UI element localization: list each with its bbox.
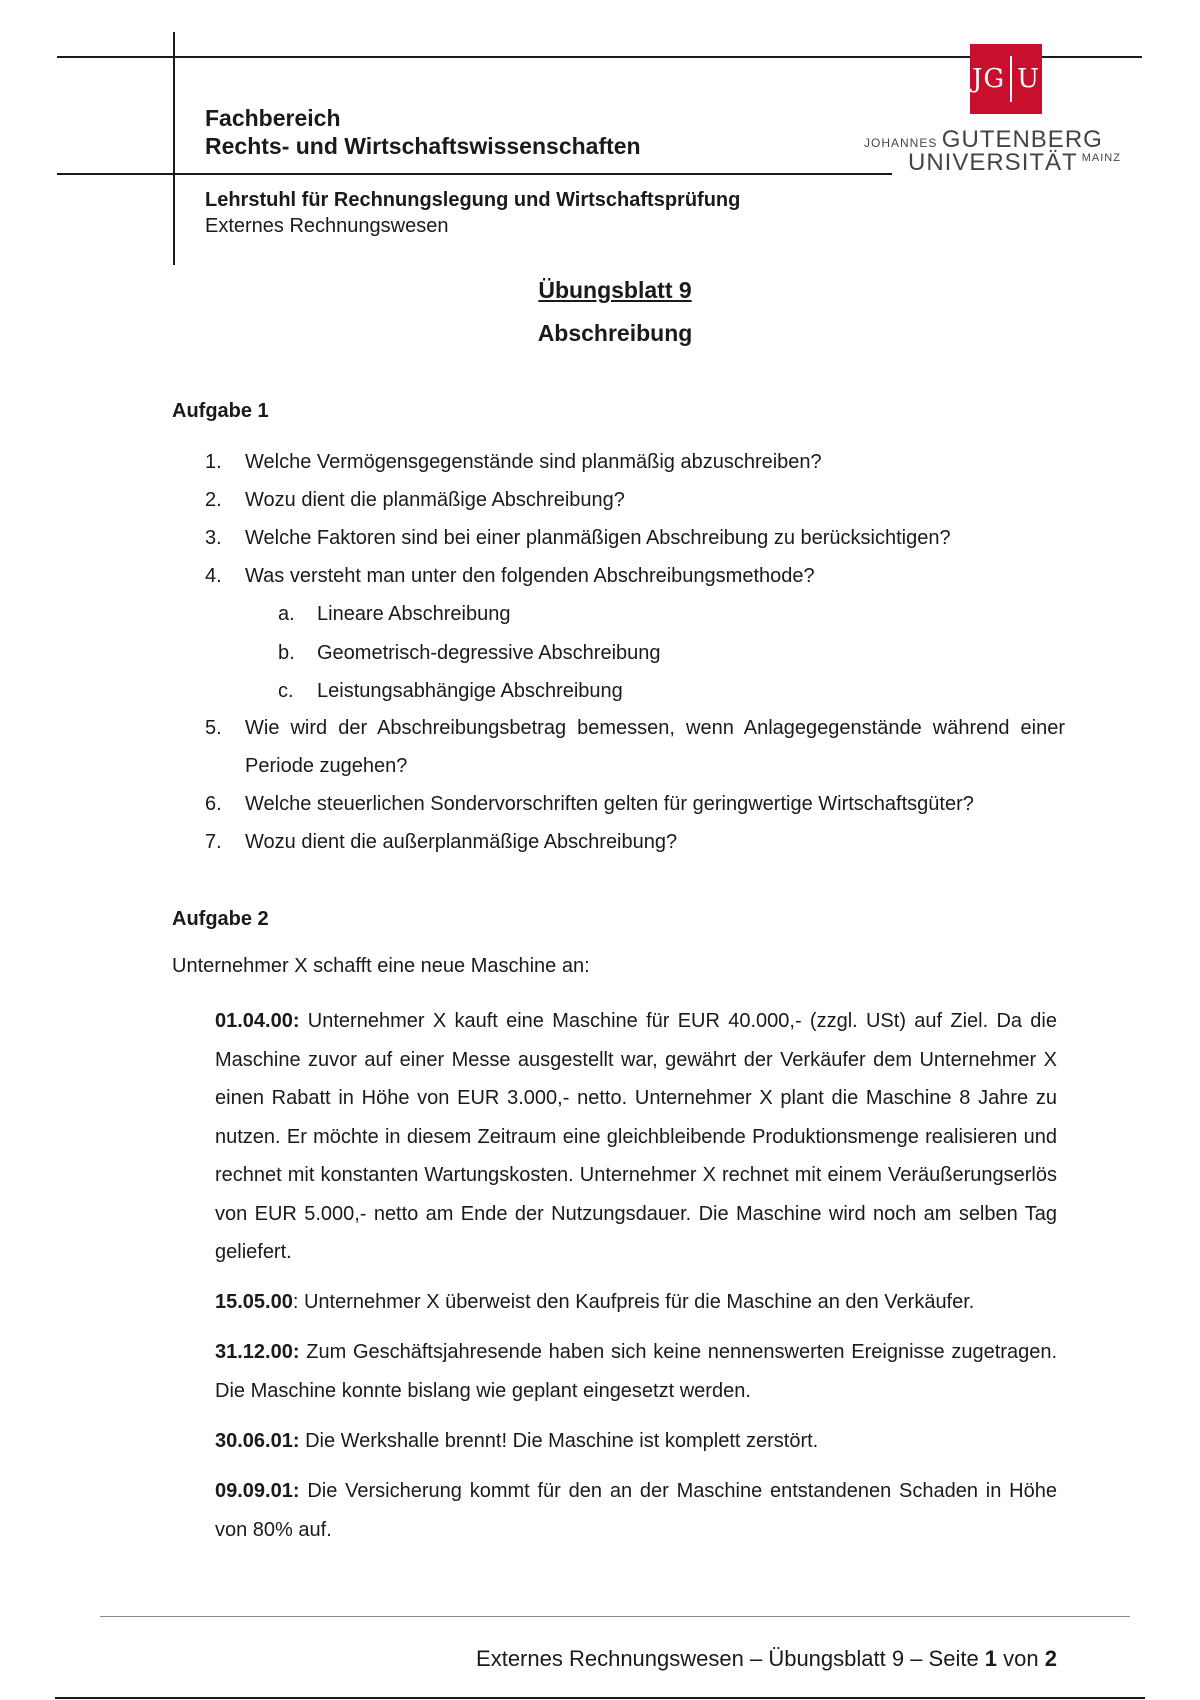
department-name: Externes Rechnungswesen <box>205 215 449 237</box>
entry-date: 31.12.00: <box>215 1341 300 1363</box>
task2-heading: Aufgabe 2 <box>172 908 269 930</box>
header-middle-rule <box>57 173 892 175</box>
entry-date: 30.06.01: <box>215 1430 300 1452</box>
footer-rule <box>100 1616 1130 1617</box>
sheet-subtitle: Abschreibung <box>537 320 693 346</box>
task2-intro: Unternehmer X schafft eine neue Maschine an: <box>172 955 590 977</box>
task2-entry <box>215 1422 1057 1461</box>
header-vertical-rule <box>173 32 175 265</box>
task2-entry <box>215 1472 1057 1549</box>
faculty-line-2: Rechts- und Wirtschaftswissenschaften <box>205 133 641 159</box>
list-item: 1. Welche Vermögensgegenstände sind planmäßig abzuschreiben? <box>205 451 822 473</box>
list-item: 7. Wozu dient die außerplanmäßige Abschreibung? <box>205 831 678 853</box>
logo-mark-left: JG <box>971 64 1006 94</box>
page-footer: Externes Rechnungswesen – Übungsblatt 9 – Seite 1 von 2 <box>476 1646 1057 1671</box>
entry-text: : Unternehmer X überweist den Kaufpreis für die Maschine an den Verkäufer. <box>292 1291 975 1313</box>
entry-text: Unternehmer X kauft eine Maschine für EUR 40.000,- (zzgl. USt) auf Ziel. Da die Maschine zuvor auf einer Messe ausgestellt war, gewährt der Verkäufer dem Unternehmer X einen Rabatt in Höhe von EUR 3.000,- netto. Unternehmer X plant die Maschine 8 Jahre zu nutzen. Er möchte in diesem Zeitraum eine gleichbleibende Produktionsmenge realisieren und rechnet mit konstanten Wartungskosten. Unternehmer X rechnet mit einem Veräußerungserlös von EUR 5.000,- netto am Ende der Nutzungsdauer. Die Maschine wird noch am selben Tag geliefert. <box>215 1010 1057 1263</box>
bottom-rule <box>55 1697 1145 1699</box>
entry-date: 09.09.01: <box>215 1480 300 1502</box>
sub-list-item: a. Lineare Abschreibung <box>278 603 511 625</box>
list-item: 5. Wie wird der Abschreibungsbetrag bemessen, wenn Anlagegegenstände während einer Periode zugehen? <box>205 717 1065 777</box>
logo-wordmark-line-2: UNIVERSITÄT $^{MAINZ}$ <box>908 149 1121 176</box>
current-page: 1 <box>984 1646 998 1671</box>
entry-date: 01.04.00: <box>215 1010 300 1032</box>
sheet-title: Übungsblatt 9 <box>538 277 692 303</box>
entry-text: Die Werkshalle brennt! Die Maschine ist komplett zerstört. <box>299 1430 819 1452</box>
logo-wordmark-line-1: JOHANNES GUTENBERG <box>864 126 1103 153</box>
task1-heading: Aufgabe 1 <box>172 400 269 422</box>
sub-list-item: c. Leistungsabhängige Abschreibung <box>278 680 623 702</box>
entry-text: Zum Geschäftsjahresende haben sich keine nennenswerten Ereignisse zugetragen. Die Maschine konnte bislang wie geplant eingesetzt werden. <box>215 1341 1057 1402</box>
task2-entry <box>215 1283 1057 1322</box>
list-item: 3. Welche Faktoren sind bei einer planmäßigen Abschreibung zu berücksichtigen? <box>205 527 951 549</box>
list-item: 4. Was versteht man unter den folgenden Abschreibungsmethode? <box>205 565 815 587</box>
logo-mark-right: U <box>1017 64 1041 94</box>
faculty-line-1: Fachbereich <box>205 105 341 131</box>
total-pages: 2 <box>1044 1646 1057 1671</box>
list-item: 2. Wozu dient die planmäßige Abschreibung? <box>205 489 625 511</box>
university-logo-icon <box>970 44 1042 114</box>
chair-name: Lehrstuhl für Rechnungslegung und Wirtschaftsprüfung <box>205 189 741 211</box>
task2-entry <box>215 1333 1057 1410</box>
faculty-name <box>205 104 641 160</box>
entry-text: Die Versicherung kommt für den an der Maschine entstandenen Schaden in Höhe von 80% auf. <box>215 1480 1057 1541</box>
sub-list-item: b. Geometrisch-degressive Abschreibung <box>278 642 661 664</box>
list-item: 6. Welche steuerlichen Sondervorschriften gelten für geringwertige Wirtschaftsgüter? <box>205 793 974 815</box>
task2-entry <box>215 1002 1057 1272</box>
entry-date: 15.05.00 <box>215 1291 293 1313</box>
